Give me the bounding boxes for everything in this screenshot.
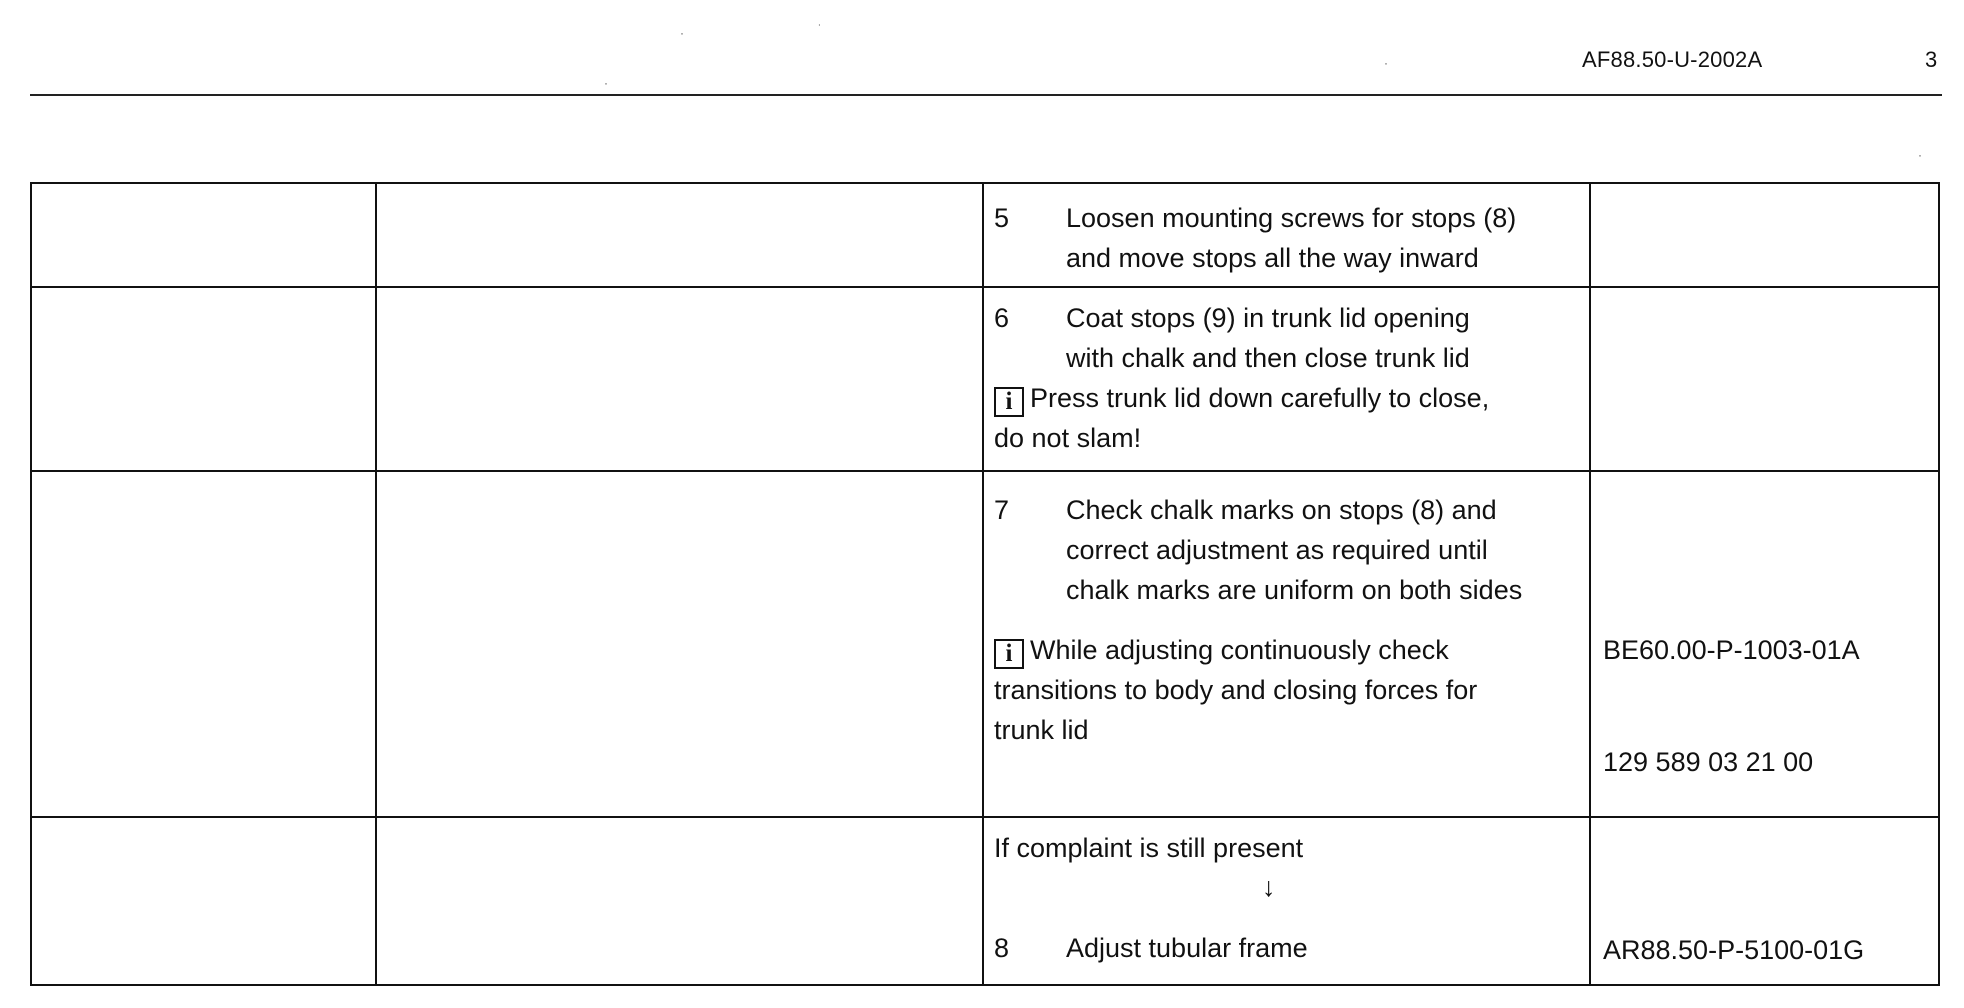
reference-cell	[1590, 183, 1939, 287]
table-row	[31, 817, 1939, 985]
note-text: Press trunk lid down carefully to close,	[1030, 383, 1490, 413]
table-row	[31, 183, 1939, 287]
empty-cell	[376, 287, 983, 471]
step-number: 7	[994, 495, 1010, 525]
header-rule	[30, 94, 1942, 96]
part-number: 129 589 03 21 00	[1603, 747, 1814, 777]
step-cell	[983, 817, 1590, 985]
info-icon: i	[994, 387, 1024, 417]
info-note	[984, 630, 1589, 750]
empty-cell	[31, 471, 376, 817]
note-text: While adjusting continuously check	[1030, 635, 1449, 665]
scan-speck: ·	[680, 26, 684, 40]
step-number: 6	[994, 303, 1010, 333]
empty-cell	[376, 183, 983, 287]
step-text: chalk marks are uniform on both sides	[1066, 575, 1523, 605]
page-number: 3	[1925, 47, 1938, 72]
procedure-table	[30, 182, 1940, 986]
step-cell	[983, 471, 1590, 817]
empty-cell	[376, 471, 983, 817]
reference-link[interactable]: AR88.50-P-5100-01G	[1603, 935, 1865, 965]
empty-cell	[31, 817, 376, 985]
step-number: 8	[994, 933, 1010, 963]
step-text: Loosen mounting screws for stops (8)	[1066, 203, 1517, 233]
scan-speck: ·	[604, 76, 608, 90]
reference-cell	[1590, 287, 1939, 471]
note-text: transitions to body and closing forces for	[994, 675, 1478, 705]
table-row	[31, 471, 1939, 817]
scan-speck: ·	[1384, 56, 1388, 70]
reference-cell	[1590, 817, 1939, 985]
empty-cell	[376, 817, 983, 985]
step-text: Coat stops (9) in trunk lid opening	[1066, 303, 1470, 333]
scan-speck: ·	[1918, 148, 1922, 162]
reference-link[interactable]: BE60.00-P-1003-01A	[1603, 635, 1860, 665]
empty-cell	[31, 183, 376, 287]
step-cell	[983, 287, 1590, 471]
table-row	[31, 287, 1939, 471]
step-text: Check chalk marks on stops (8) and	[1066, 495, 1497, 525]
reference-cell	[1590, 471, 1939, 817]
scan-speck: ˙	[818, 22, 822, 36]
note-text: do not slam!	[994, 423, 1142, 453]
document-code: AF88.50-U-2002A	[1582, 47, 1763, 72]
info-icon: i	[994, 639, 1024, 669]
info-note	[984, 378, 1589, 458]
step-number: 5	[994, 203, 1010, 233]
note-text: trunk lid	[994, 715, 1089, 745]
step-text: correct adjustment as required until	[1066, 535, 1488, 565]
step-text: Adjust tubular frame	[1066, 933, 1308, 963]
step-cell	[983, 183, 1590, 287]
condition-text: If complaint is still present	[994, 833, 1304, 863]
step-text: with chalk and then close trunk lid	[1066, 343, 1470, 373]
down-arrow-icon: ↓	[1262, 872, 1276, 902]
step-text: and move stops all the way inward	[1066, 243, 1479, 273]
empty-cell	[31, 287, 376, 471]
